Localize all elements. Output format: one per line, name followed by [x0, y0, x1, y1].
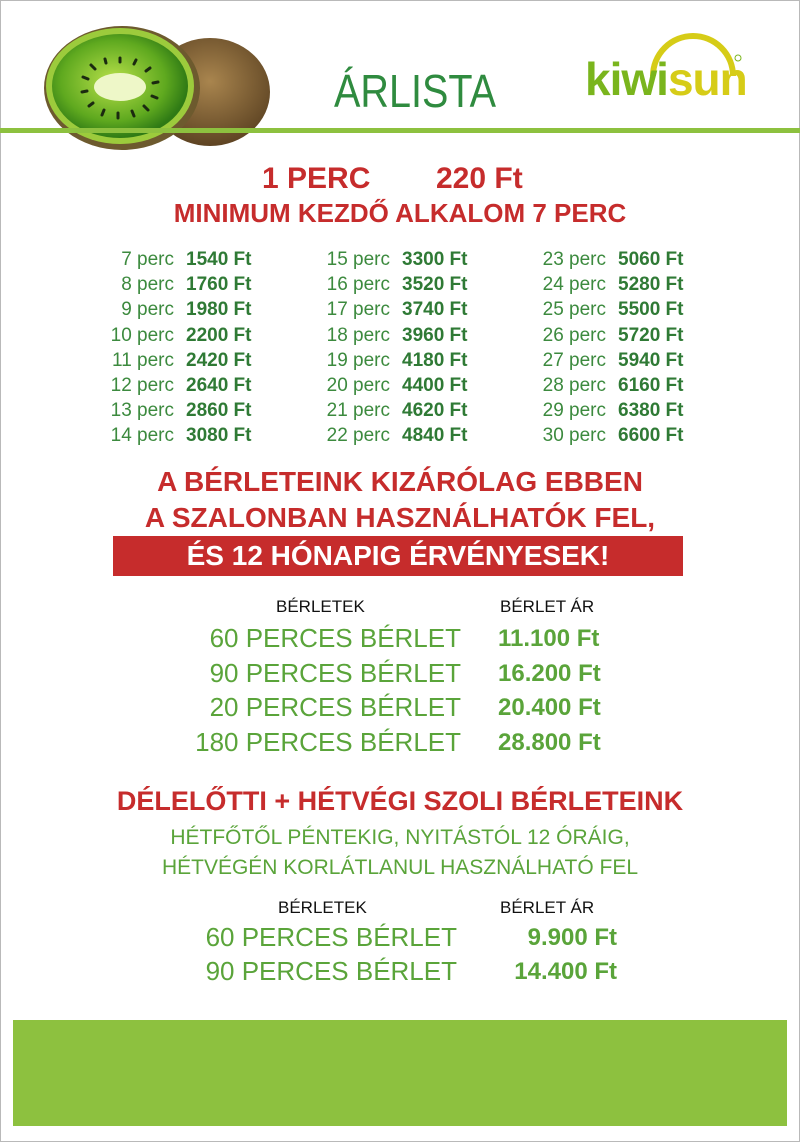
price-row	[314, 247, 467, 272]
price-row	[98, 247, 251, 272]
price-row	[98, 373, 251, 398]
pass-name: 90 PERCES BÉRLET	[205, 956, 457, 986]
minutes-price: 4840 Ft	[402, 425, 468, 447]
kiwisun-logo	[585, 24, 745, 120]
minutes-price: 3080 Ft	[186, 425, 252, 447]
price-row	[314, 423, 467, 448]
minutes-label: 12 perc	[110, 375, 174, 397]
minimum-note: MINIMUM KEZDŐ ALKALOM 7 PERC	[173, 198, 627, 228]
price-row	[98, 398, 251, 423]
pass-price: 9.900 Ft	[527, 924, 617, 951]
price-row	[98, 272, 251, 297]
notice-line-2: A SZALONBAN HASZNÁLHATÓK FEL,	[144, 502, 656, 533]
logo-text: kiwisun	[585, 53, 747, 105]
minutes-label: 16 perc	[326, 274, 390, 296]
page-title: ÁRLISTA	[334, 65, 496, 117]
minutes-label: 19 perc	[326, 349, 390, 371]
notice-line-1: A BÉRLETEINK KIZÁRÓLAG EBBEN	[157, 466, 643, 497]
minutes-price: 6600 Ft	[618, 425, 684, 447]
minutes-label: 11 perc	[112, 349, 174, 371]
minutes-label: 30 perc	[542, 425, 606, 447]
minutes-label: 10 perc	[110, 324, 174, 346]
minutes-label: 23 perc	[542, 249, 606, 270]
minutes-price: 2420 Ft	[186, 349, 252, 371]
minutes-price: 5280 Ft	[618, 274, 684, 296]
minutes-label: 25 perc	[542, 299, 606, 321]
price-row	[530, 423, 683, 448]
minutes-price: 2860 Ft	[186, 400, 252, 422]
per-minute-price: 220 Ft	[436, 162, 523, 195]
minutes-price: 5940 Ft	[618, 349, 684, 371]
minutes-label: 20 perc	[326, 375, 390, 397]
minute-table-col3	[530, 247, 683, 449]
minutes-price: 5720 Ft	[618, 324, 684, 346]
per-minute-label: 1 PERC	[262, 162, 371, 195]
minutes-price: 4180 Ft	[402, 349, 468, 371]
minutes-price: 6380 Ft	[618, 400, 684, 422]
price-row	[530, 272, 683, 297]
morning-subtitle-2: HÉTVÉGÉN KORLÁTLANUL HASZNÁLHATÓ FEL	[161, 856, 639, 879]
pass-price: 14.400 Ft	[514, 958, 617, 985]
minutes-price: 3520 Ft	[402, 274, 468, 296]
pass-price: 20.400 Ft	[498, 694, 601, 721]
minutes-label: 7 perc	[121, 249, 174, 270]
price-row	[314, 272, 467, 297]
minutes-price: 3740 Ft	[402, 299, 468, 321]
minute-table-col1	[98, 247, 251, 449]
minutes-price: 3300 Ft	[402, 249, 468, 270]
minutes-label: 13 perc	[110, 400, 174, 422]
minutes-label: 24 perc	[542, 274, 606, 296]
pass-name: 90 PERCES BÉRLET	[209, 657, 461, 688]
price-row	[530, 247, 683, 272]
pass-name: 20 PERCES BÉRLET	[209, 692, 461, 722]
price-row	[530, 297, 683, 322]
price-row	[314, 348, 467, 373]
pass-price: 11.100 Ft	[498, 625, 600, 652]
price-row	[314, 373, 467, 398]
kiwi-fruit-image	[40, 22, 280, 162]
pass-price: 28.800 Ft	[498, 728, 601, 756]
minutes-label: 18 perc	[326, 324, 390, 346]
minutes-price: 1540 Ft	[186, 249, 252, 270]
header-divider	[0, 128, 800, 133]
minutes-label: 29 perc	[542, 400, 606, 422]
passes-col-price-header: BÉRLET ÁR	[500, 597, 595, 616]
minutes-price: 4620 Ft	[402, 400, 468, 422]
minutes-price: 1760 Ft	[186, 274, 252, 296]
morning-subtitle-1: HÉTFŐTŐL PÉNTEKIG, NYITÁSTÓL 12 ÓRÁIG,	[170, 826, 630, 849]
minutes-label: 21 perc	[326, 400, 390, 422]
price-row	[530, 323, 683, 348]
minute-table-col2	[314, 247, 467, 449]
price-row	[98, 423, 251, 448]
morning-col-price-header: BÉRLET ÁR	[500, 898, 595, 917]
minutes-label: 22 perc	[326, 425, 390, 447]
price-row	[98, 348, 251, 373]
price-row	[314, 297, 467, 322]
minutes-price: 1980 Ft	[186, 299, 252, 321]
passes-col-name-header: BÉRLETEK	[276, 597, 365, 616]
minutes-price: 5060 Ft	[618, 249, 684, 270]
price-row	[314, 323, 467, 348]
price-row	[530, 373, 683, 398]
minutes-label: 28 perc	[542, 375, 606, 397]
price-row	[314, 398, 467, 423]
minutes-label: 9 perc	[121, 299, 174, 321]
pass-name: 60 PERCES BÉRLET	[205, 922, 457, 952]
price-row	[530, 398, 683, 423]
footer-band	[13, 1020, 787, 1126]
notice-banner: ÉS 12 HÓNAPIG ÉRVÉNYESEK!	[113, 536, 683, 576]
minutes-price: 6160 Ft	[618, 375, 684, 397]
minutes-label: 26 perc	[542, 324, 606, 346]
price-row	[98, 323, 251, 348]
minutes-label: 27 perc	[542, 349, 606, 371]
minutes-price: 2640 Ft	[186, 375, 252, 397]
minutes-price: 3960 Ft	[402, 324, 468, 346]
price-row	[530, 348, 683, 373]
minutes-price: 4400 Ft	[402, 375, 468, 397]
minutes-label: 14 perc	[110, 425, 174, 447]
morning-title: DÉLELŐTTI + HÉTVÉGI SZOLI BÉRLETEINK	[116, 786, 684, 816]
pass-price: 16.200 Ft	[498, 659, 601, 687]
price-row	[98, 297, 251, 322]
morning-col-name-header: BÉRLETEK	[278, 898, 367, 917]
minutes-label: 8 perc	[121, 274, 174, 296]
minutes-label: 17 perc	[326, 299, 390, 321]
minutes-price: 5500 Ft	[618, 299, 684, 321]
minutes-label: 15 perc	[326, 249, 390, 270]
minutes-price: 2200 Ft	[186, 324, 252, 346]
pass-name: 180 PERCES BÉRLET	[195, 726, 461, 757]
pass-name: 60 PERCES BÉRLET	[209, 623, 461, 653]
